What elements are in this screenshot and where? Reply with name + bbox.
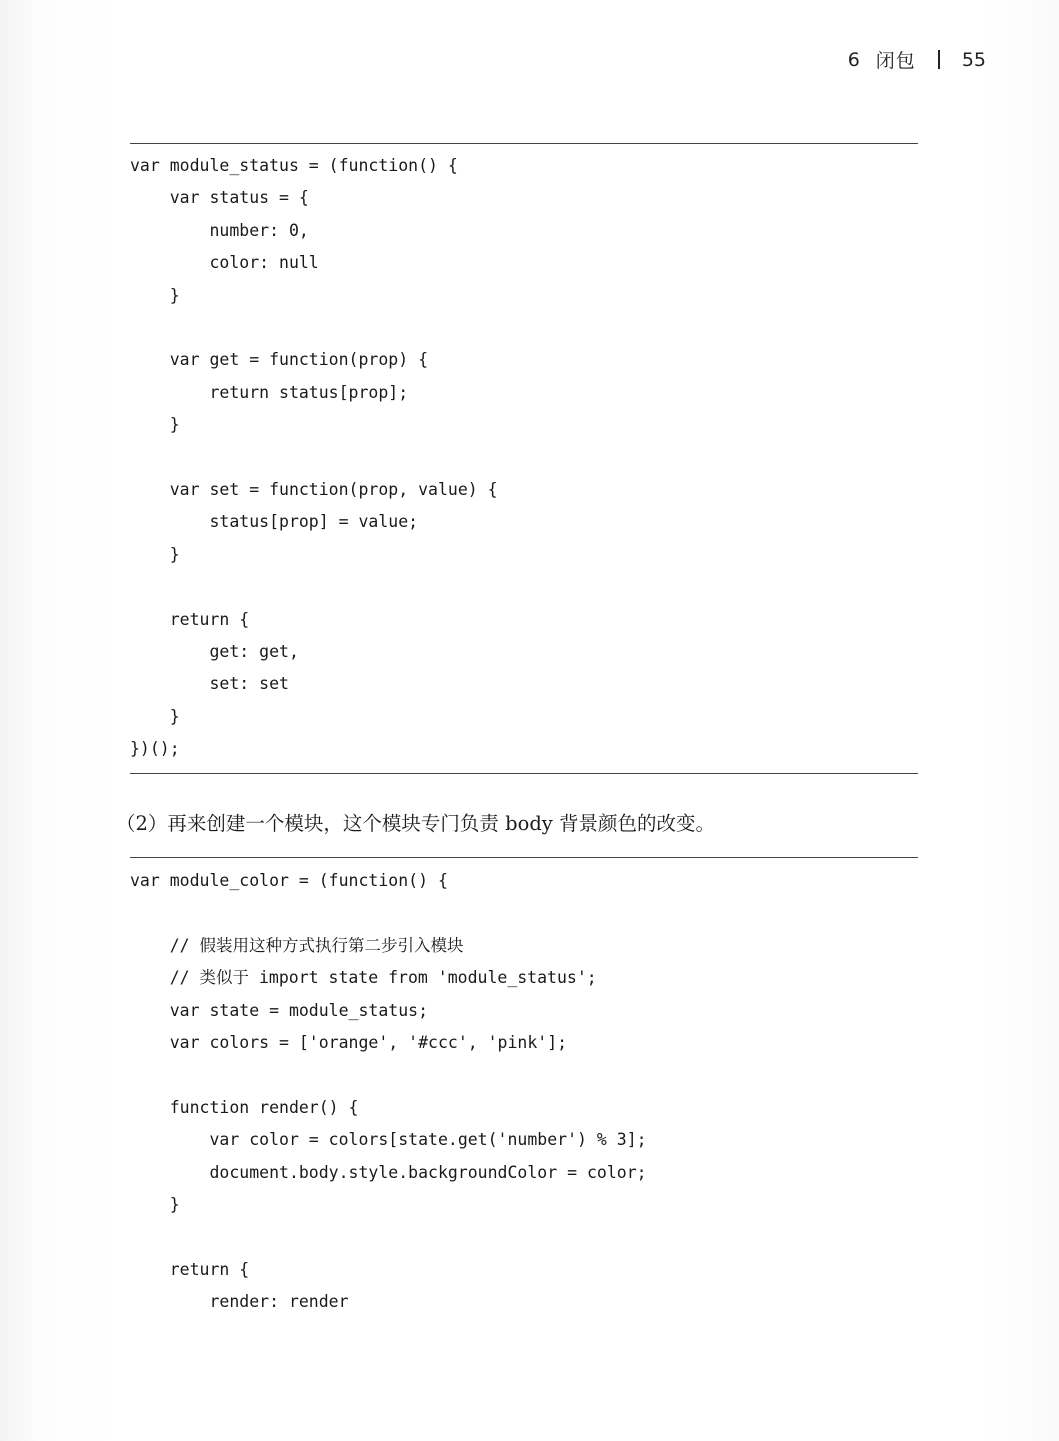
code-block-1-top-rule xyxy=(130,143,918,144)
code-line: status[prop] = value; xyxy=(130,512,419,532)
code-line: color: null xyxy=(130,253,319,273)
code-line: return { xyxy=(130,609,250,629)
chapter-number: 6 xyxy=(847,48,860,71)
code-line: return { xyxy=(130,1259,250,1279)
code-line: get: get, xyxy=(130,642,299,661)
code-line: render: render xyxy=(130,1292,349,1312)
code-block-1-bottom-rule xyxy=(130,773,918,774)
code-line: } xyxy=(130,415,180,435)
code-line: var module_color = (function() { xyxy=(130,871,448,890)
code-line: // 类似于 import state from 'module_status'; xyxy=(130,968,597,988)
code-line: } xyxy=(130,285,180,305)
paragraph-step-2: （2）再来创建一个模块，这个模块专门负责 body 背景颜色的改变。 xyxy=(116,812,716,835)
code-line: } xyxy=(130,1195,180,1214)
code-line: var state = module_status; xyxy=(130,1000,429,1020)
code-line: number: 0, xyxy=(130,220,309,240)
code-line: } xyxy=(130,706,180,726)
code-line: var module_status = (function() { xyxy=(130,156,458,175)
code-line: document.body.style.backgroundColor = color; xyxy=(130,1162,647,1182)
code-line: var get = function(prop) { xyxy=(130,350,429,370)
page-number: 55 xyxy=(961,48,986,71)
code-line: return status[prop]; xyxy=(130,382,409,402)
code-block-2-top-rule xyxy=(130,857,918,858)
code-line: var status = { xyxy=(130,188,309,208)
header-separator xyxy=(938,50,940,69)
chapter-title: 闭包 xyxy=(875,50,916,72)
code-line: var colors = ['orange', '#ccc', 'pink']; xyxy=(130,1033,568,1052)
code-line: // 假装用这种方式执行第二步引入模块 xyxy=(130,935,464,955)
running-header xyxy=(848,46,986,73)
code-line: } xyxy=(130,544,180,564)
code-line: set: set xyxy=(130,674,289,694)
code-line: var color = colors[state.get('number') % 3]; xyxy=(130,1130,647,1150)
code-line: function render() { xyxy=(130,1097,359,1117)
code-line: var set = function(prop, value) { xyxy=(130,480,498,499)
code-line: })(); xyxy=(130,739,180,759)
